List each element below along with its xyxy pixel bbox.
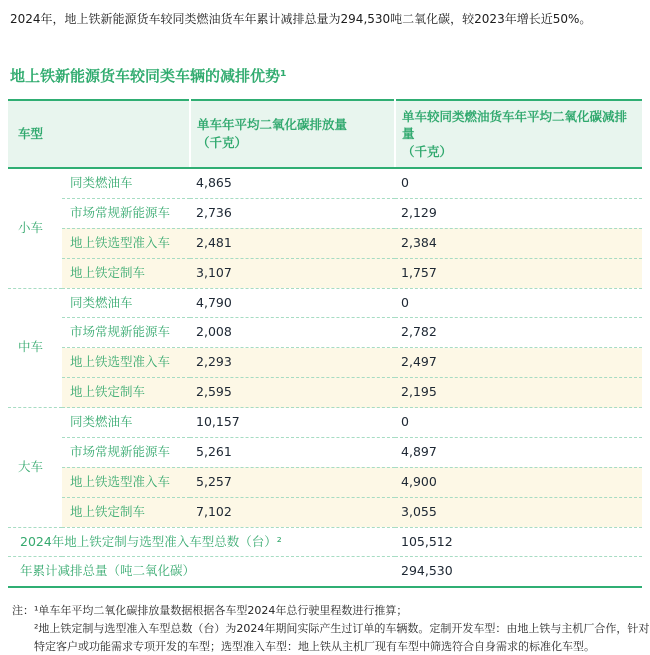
table-row: [8, 198, 642, 228]
vehicle-type-label-cell: 地上铁选型准入车: [62, 348, 190, 378]
header-cell-reduction: [395, 100, 642, 169]
header-cell-vehicle-type: 车型: [8, 100, 190, 169]
table-row: [8, 228, 642, 258]
emission-value-cell: 3,107: [190, 258, 395, 288]
summary-label-cell: 2024年地上铁定制与选型准入车型总数（台）²: [8, 527, 395, 557]
emission-value-cell: 2,481: [190, 228, 395, 258]
reduction-value-cell: 4,900: [395, 467, 642, 497]
reduction-value-cell: 4,897: [395, 437, 642, 467]
emission-value-cell: 4,865: [190, 168, 395, 198]
vehicle-type-label-cell: 市场常规新能源车: [62, 198, 190, 228]
reduction-value-cell: 0: [395, 288, 642, 318]
table-body: [8, 168, 642, 587]
vehicle-type-label-cell: 同类燃油车: [62, 168, 190, 198]
emission-value-cell: 2,736: [190, 198, 395, 228]
summary-row: [8, 557, 642, 587]
reduction-value-cell: 3,055: [395, 497, 642, 527]
table-row: [8, 258, 642, 288]
vehicle-type-label-cell: 市场常规新能源车: [62, 437, 190, 467]
vehicle-type-label-cell: 地上铁定制车: [62, 378, 190, 408]
vehicle-type-label-cell: 地上铁定制车: [62, 497, 190, 527]
reduction-value-cell: 2,497: [395, 348, 642, 378]
vehicle-group-cell: 小车: [8, 168, 62, 288]
summary-value-cell: 105,512: [395, 527, 642, 557]
header-emission-unit: （千克）: [197, 134, 248, 150]
vehicle-type-label-cell: 地上铁定制车: [62, 258, 190, 288]
table-title: 地上铁新能源货车较同类车辆的减排优势¹: [10, 66, 287, 85]
summary-value-cell: 294,530: [395, 557, 642, 587]
table-row: [8, 288, 642, 318]
vehicle-type-label-cell: 同类燃油车: [62, 288, 190, 318]
table-row: [8, 437, 642, 467]
reduction-value-cell: 0: [395, 168, 642, 198]
reduction-value-cell: 0: [395, 408, 642, 438]
emission-value-cell: 5,257: [190, 467, 395, 497]
emission-value-cell: 10,157: [190, 408, 395, 438]
table-row: [8, 378, 642, 408]
header-reduction-unit: （千克）: [402, 143, 453, 159]
table-row: [8, 168, 642, 198]
reduction-value-cell: 1,757: [395, 258, 642, 288]
footnote: [12, 602, 650, 655]
emission-value-cell: 2,293: [190, 348, 395, 378]
footnote-note-1: ¹单车年平均二氧化碳排放量数据根据各车型2024年总行驶里程数进行推算；: [34, 604, 408, 618]
emission-value-cell: 5,261: [190, 437, 395, 467]
summary-label-cell: 年累计减排总量（吨二氧化碳）: [8, 557, 395, 587]
emission-value-cell: 2,595: [190, 378, 395, 408]
table-row: [8, 348, 642, 378]
reduction-value-cell: 2,782: [395, 318, 642, 348]
vehicle-type-label-cell: 地上铁选型准入车: [62, 467, 190, 497]
table-row: [8, 408, 642, 438]
reduction-value-cell: 2,195: [395, 378, 642, 408]
emission-value-cell: 4,790: [190, 288, 395, 318]
vehicle-type-label-cell: 同类燃油车: [62, 408, 190, 438]
intro-paragraph: 2024年，地上铁新能源货车较同类燃油货车年累计减排总量为294,530吨二氧化碳，较2023年增长近50%。: [10, 12, 592, 26]
reduction-value-cell: 2,129: [395, 198, 642, 228]
footnote-note-2: ²地上铁定制与选型准入车型总数（台）为2024年期间实际产生过订单的车辆数。定制开发车型：由地上铁与主机厂合作，针对特定客户或功能需求专项开发的车型；选型准入车型：地上铁从主机厂现有车型中筛选符合自身需求的标准化车型。: [34, 621, 650, 653]
table-row: [8, 497, 642, 527]
header-cell-emission: [190, 100, 395, 169]
vehicle-type-label-cell: 地上铁选型准入车: [62, 228, 190, 258]
table-row: [8, 318, 642, 348]
vehicle-group-cell: 中车: [8, 288, 62, 408]
emission-value-cell: 2,008: [190, 318, 395, 348]
emission-value-cell: 7,102: [190, 497, 395, 527]
table-header: [8, 100, 642, 169]
header-reduction-text: 单车较同类燃油货车年平均二氧化碳减排量: [402, 108, 628, 142]
reduction-value-cell: 2,384: [395, 228, 642, 258]
table-row: [8, 467, 642, 497]
vehicle-type-label-cell: 市场常规新能源车: [62, 318, 190, 348]
header-emission-text: 单车年平均二氧化碳排放量: [197, 117, 348, 133]
vehicle-group-cell: 大车: [8, 408, 62, 528]
footnote-prefix: 注：: [12, 604, 34, 618]
summary-row: [8, 527, 642, 557]
emissions-table: [8, 99, 642, 589]
header-row: [8, 100, 642, 169]
